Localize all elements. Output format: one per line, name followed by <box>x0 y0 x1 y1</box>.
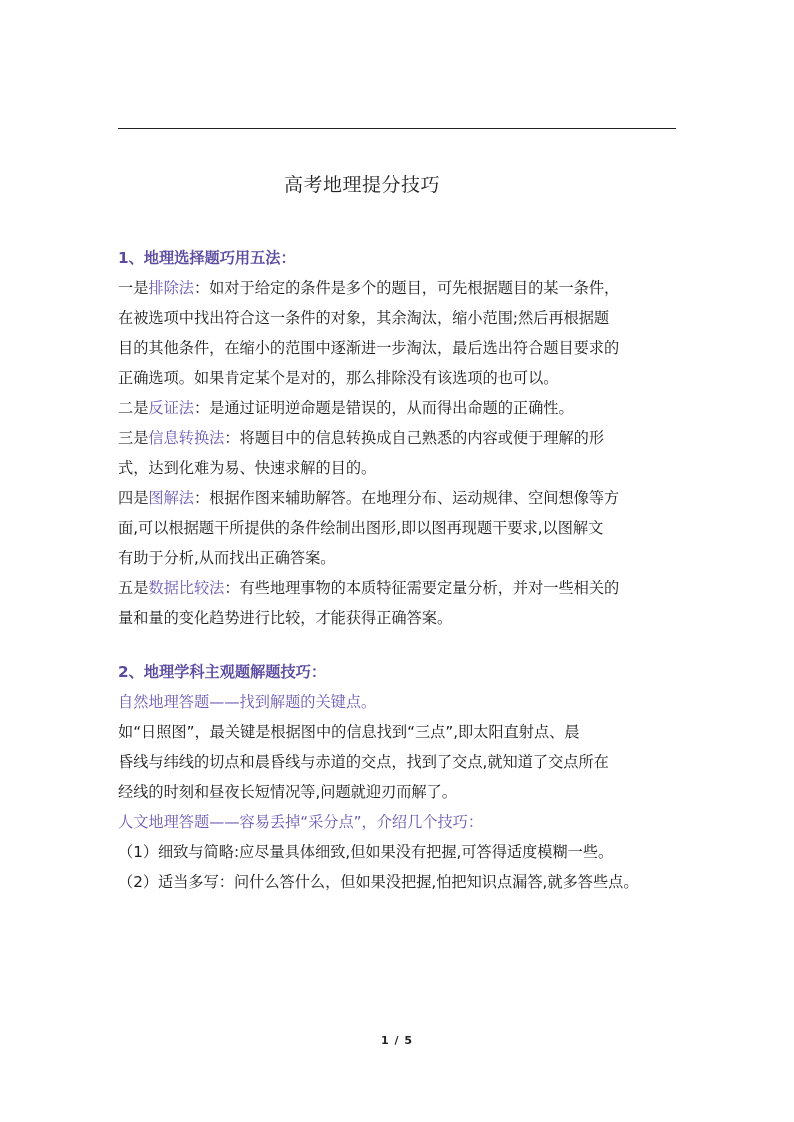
method-1-line-2: 在被选项中找出符合这一条件的对象，其余淘汰，缩小范围;然后再根据题 <box>118 309 610 327</box>
method-3-prefix: 三是 <box>118 429 149 447</box>
physical-geo-line-2: 昏线与纬线的切点和晨昏线与赤道的交点，找到了交点,就知道了交点所在 <box>118 753 609 771</box>
method-2-name: 反证法 <box>148 399 194 417</box>
method-3-line-1 <box>118 423 678 453</box>
document-body <box>118 243 678 897</box>
header-rule <box>118 128 676 129</box>
method-3-line-2: 式，达到化难为易、快速求解的目的。 <box>118 459 377 477</box>
method-5-line-2: 量和量的变化趋势进行比较，才能获得正确答案。 <box>118 609 453 627</box>
method-1-text: ：如对于给定的条件是多个的题目，可先根据题目的某一条件， <box>193 279 620 297</box>
section-gap <box>118 633 678 657</box>
method-1-line-3: 目的其他条件，在缩小的范围中逐渐进一步淘汰，最后选出符合题目要求的 <box>118 339 620 357</box>
physical-geo-line-3: 经线的时刻和昼夜长短情况等,问题就迎刃而解了。 <box>118 783 457 801</box>
physical-geo-subheading: 自然地理答题——找到解题的关键点。 <box>118 693 377 711</box>
method-2-text: ：是通过证明逆命题是错误的，从而得出命题的正确性。 <box>193 399 574 417</box>
method-5-text: ：有些地理事物的本质特征需要定量分析，并对一些相关的 <box>224 579 620 597</box>
method-1-prefix: 一是 <box>118 279 149 297</box>
section-1-heading: 1、地理选择题巧用五法： <box>118 249 296 267</box>
method-4-line-3: 有助于分析,从而找出正确答案。 <box>118 549 336 567</box>
section-2-heading: 2、地理学科主观题解题技巧： <box>118 663 327 681</box>
human-geo-subheading: 人文地理答题——容易丢掉“采分点”，介绍几个技巧： <box>118 813 484 831</box>
method-5-line-1 <box>118 573 678 603</box>
method-2-prefix: 二是 <box>118 399 149 417</box>
method-1-line-1 <box>118 273 678 303</box>
method-4-line-1 <box>118 483 678 513</box>
method-4-prefix: 四是 <box>118 489 149 507</box>
physical-geo-line-1: 如“日照图”，最关键是根据图中的信息找到“三点”,即太阳直射点、晨 <box>118 723 580 741</box>
method-1-name: 排除法 <box>148 279 194 297</box>
page-number: 1 / 5 <box>381 1034 413 1047</box>
method-4-line-2: 面,可以根据题干所提供的条件绘制出图形,即以图再现题干要求,以图解文 <box>118 519 604 537</box>
human-geo-tip-2: （2）适当多写：问什么答什么，但如果没把握,怕把知识点漏答,就多答些点。 <box>118 873 639 891</box>
human-geo-tip-1: （1）细致与简略:应尽量具体细致,但如果没有把握,可答得适度模糊一些。 <box>118 843 614 861</box>
method-4-name: 图解法 <box>148 489 194 507</box>
page-title: 高考地理提分技巧 <box>283 174 440 196</box>
method-3-name: 信息转换法 <box>148 429 225 447</box>
method-5-name: 数据比较法 <box>148 579 225 597</box>
method-4-text: ：根据作图来辅助解答。在地理分布、运动规律、空间想像等方 <box>193 489 620 507</box>
method-1-line-4: 正确选项。如果肯定某个是对的，那么排除没有该选项的也可以。 <box>118 369 559 387</box>
method-2-line-1 <box>118 393 678 423</box>
method-5-prefix: 五是 <box>118 579 149 597</box>
method-3-text: ：将题目中的信息转换成自己熟悉的内容或便于理解的形 <box>224 429 604 447</box>
